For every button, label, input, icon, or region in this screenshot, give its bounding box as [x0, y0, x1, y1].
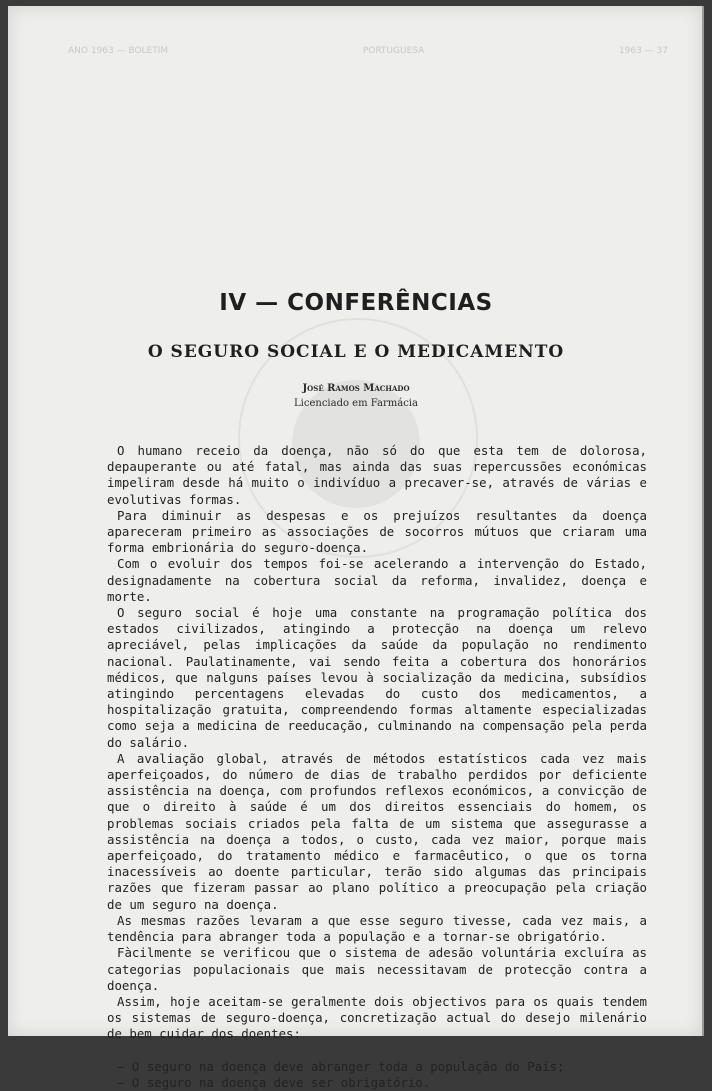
section-title: IV — CONFERÊNCIAS: [219, 290, 493, 316]
author-affiliation: Licenciado em Farmácia: [294, 398, 418, 409]
paragraph: Para diminuir as despesas e os prejuízos resultantes da doença apareceram primeiro as associações de socorros mútuos que criaram uma forma embrionária do seguro-doença.: [107, 507, 647, 556]
faded-running-header: [68, 46, 668, 64]
paragraph: A avaliação global, através de métodos estatísticos cada vez mais aperfeiçoados, do número de dias de trabalho perdidos por deficiente assistência na doença, com profundos reflexos económicos, a convicção de que o direito à saúde é um dos direitos essenciais do homem, os problemas sociais criados pela falta de um sistema que assegurasse a assistência na doença a todos, o custo, cada vez maior, porque mais aperfeiçoado, do tratamento médico e farmacêutico, o que os torna inacessíveis ao doente particular, terão sido algumas das principais razões que fizeram passar ao plano político a preocupação pela criação de um seguro na doença.: [107, 750, 647, 912]
author-name: José Ramos Machado: [302, 383, 410, 394]
paragraph: Com o evoluir dos tempos foi-se acelerando a intervenção do Estado, designadamente na cobertura social da reforma, invalidez, doença e morte.: [107, 556, 647, 604]
article-body: [107, 443, 647, 1091]
list-item: — O seguro na doença deve ser obrigatório.: [117, 1074, 431, 1090]
paragraph: O seguro social é hoje uma constante na programação política dos estados civilizados, atingindo a protecção na doença um relevo apreciável, pelas implicações da saúde da população no rendimento nacional. Paulatinamente, vai sendo feita a cobertura dos honorários médicos, que nalguns países levou à socialização da medicina, subsídios atingindo percentagens elevadas do custo dos medicamentos, a hospitalização gratuita, compreendendo formas altamente especializadas como seja a medicina de reeducação, culminando na compensação pela perda do salário.: [107, 605, 647, 750]
running-header-right: 1963 — 37: [618, 46, 668, 56]
paragraph: As mesmas razões levaram a que esse seguro tivesse, cada vez mais, a tendência para abranger toda a população e a tornar-se obrigatório.: [107, 912, 647, 945]
list-item: — O seguro na doença deve abranger toda a população do País;: [117, 1058, 565, 1074]
paragraph: Fàcilmente se verificou que o sistema de adesão voluntária excluíra as categorias populacionais que mais necessitavam de protecção contra a doença.: [107, 945, 647, 993]
paragraph: Assim, hoje aceitam-se geralmente dois objectivos para os quais tendem os sistemas de seguro-doença, concretização actual do desejo milenário de bem cuidar dos doentes:: [107, 993, 647, 1042]
paragraph: O humano receio da doença, não só do que esta tem de dolorosa, depauperante ou até fatal, mas ainda das suas repercussões económicas impeliram desde há muito o indivíduo a precaver-se, através de várias e evolutivas formas.: [107, 443, 647, 507]
running-header-left: ANO 1963 — BOLETIM: [68, 46, 169, 56]
objectives-list: [107, 1059, 647, 1091]
article-title: O SEGURO SOCIAL E O MEDICAMENTO: [147, 342, 565, 362]
running-header-center: PORTUGUESA: [362, 46, 425, 56]
